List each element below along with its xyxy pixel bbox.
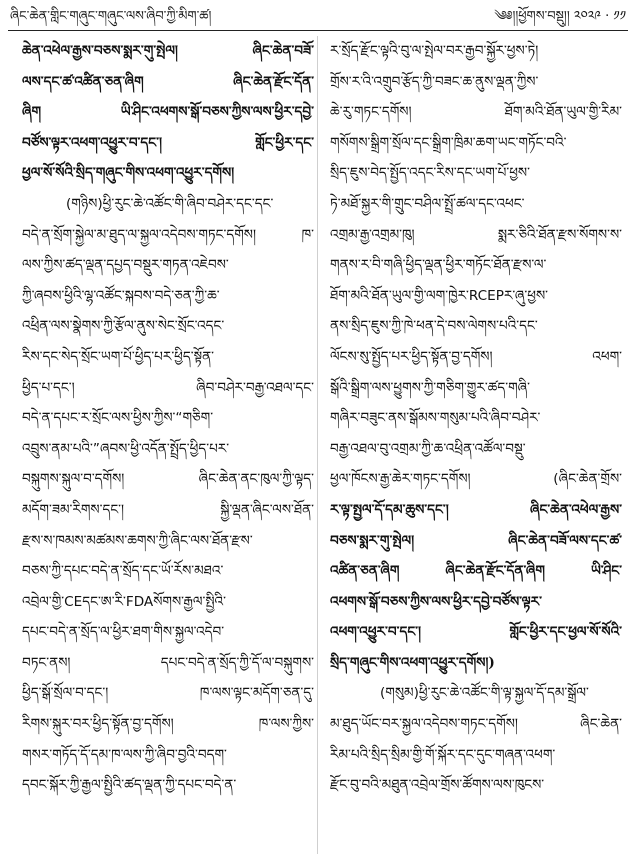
text-line: གཞིར་བཟུང་ནས་སྒོམས་གསུམ་པའི་ཞིབ་བཤེར་ (330, 410, 541, 427)
text-line: ཕྱལ་ཁོངས་རྒྱ་ཆེར་གཏང་དགོས། (ཞིང་ཆེན་གྲོས་ (330, 471, 622, 488)
text-line: ར་སྲོད་རྫོང་ལྟའི་བུ་ལ་སྤེལ་བར་རྒྱབ་སྐྱོར་ཕྱས་ཏེ། (330, 43, 539, 59)
text-line: དབང་སྐོར་ཀྱི་རྒྱལ་སྤྱིའི་ཚད་ལྡན་ཀྱི་དཔང་བདེ་ན་ (22, 777, 237, 794)
text-line: རྫོང་བུ་བའི་མཐུན་འབྲེལ་གྲོས་ཚོགས་ལས་ཁུངས་ (330, 777, 545, 794)
text-line: རིམ་པའི་སྲིད་སྲིམ་གྱི་གོ་སྐོར་དང་དུང་གཞན་འཕག་ (330, 746, 556, 763)
text-line: ཆེན་འཕེལ་རྒྱས་བཅས་སྨར་གུ་སྤེལ། ཞིང་ཆེན་བཟོ་ (22, 43, 314, 59)
text-line: འཚིན་ཅན་ཞིག ཞིང་ཆེན་རྫོང་དོན་ཞིག ཡི་ཤིང་ (330, 563, 622, 580)
text-line: སྒོའི་སྒྲིག་ལས་ཕྱུགས་ཀྱི་གཅིག་གྱུར་ཚད་གཞི་ (330, 379, 531, 396)
text-line: ལས་དང་ཚ་འཚིན་ཅན་ཞིག ཞིང་ཆེན་རྫོང་དོན་ (22, 73, 314, 90)
right-column (330, 36, 622, 801)
text-line: ལས་ཀྱིས་ཚད་ལྡན་དཔྱད་བསྡུར་གཏན་འཇེབས་ (22, 257, 229, 274)
text-line: འཕྲིན་ལས་སྣེགས་ཀྱི་རྩོལ་ནུས་སེང་སྲོང་འདང་ (22, 318, 225, 335)
text-line: སྲིད་གཞུང་གིས་འཕག་འཕྱུར་དགོས།) (330, 654, 495, 671)
text-line: (གཉིས)ཕྱི་རུང་ཆེ་འཚོང་གི་ཞིབ་བཤེར་དང་དང་ (66, 195, 274, 212)
text-line: ཆེ་རུ་གཏང་དགོས། ཐོག་མའི་ཐོན་ཡུལ་གྱི་རིམ་ (330, 104, 622, 121)
text-line: གྲོས་ར་འི་འགྲུབ་རྩོད་ཀྱི་བཟང་ཆ་ནུས་ལྡན་ཀྱིས་ (330, 73, 539, 90)
text-line: འབྲེལ་གྱི་CEདང་ཨ་རི་FDAསོགས་རྒྱལ་སྤྱིའི་ (22, 593, 226, 610)
text-line: བཅས་སྨར་གུ་སྤེལ། ཞིང་ཆེན་བཟོ་ལས་དང་ཚ་ (330, 532, 622, 549)
text-line: ཞིག ཡི་ཤིང་འཕགས་སྒོ་བཅས་ཀྱིས་ལས་ཕྱིར་དབྱེ་ (22, 104, 314, 121)
text-line: རིགས་སྐུར་བར་ཕྱིད་སྟོན་བྱ་དགོས། ཁ་ལས་ཀྱིས་ (22, 716, 314, 733)
text-line: འབྲུས་ནམ་པའི་”ཞབས་ཕྱི་འདོན་སྤྲོད་ཕྱིད་པར་ (22, 440, 230, 457)
header-title: ཞིང་ཆེན་གླིང་གཞུང་གཞུང་ལས་ཞིབ་ཀྱི་མིག་ཚ། (10, 9, 212, 24)
text-line: བརྒྱ་འཐལ་བུ་འགྲམ་ཀྱི་ཆ་འཕྲིན་འཚོལ་བསྡུ་ (330, 440, 526, 457)
text-line: ལོངས་སུ་སྤྱོད་པར་ཕྱིད་སྟོན་བྱ་དགོས། འཕག་ (330, 348, 622, 365)
text-line: སྲིད་ཇུས་བེད་སྤྱོད་འདང་རིས་དང་ཡག་པོ་ཕྱས་ (330, 165, 530, 182)
text-line: (གསུམ)ཕྱི་རུང་ཆེ་འཚོང་གི་ལྟ་སྐྱལ་དོ་དམ་སྒྲོལ་ (380, 685, 589, 702)
text-line: འཕགས་སྒོ་བཅས་ཀྱིས་ལས་ཕྱིར་དབྱེ་བཙོས་ལྟར་ (330, 593, 542, 610)
text-line: བཅས་ཀྱི་དཔང་བདེ་ན་སྲོད་དང་ཡོ་རོས་མཐའ་ (22, 563, 224, 580)
text-line: ཏེ་མཐོ་སྐྱར་གི་གྲུང་བཤིལ་སྤྲོ་ཚལ་དང་འཕང་ (330, 195, 525, 212)
running-header (8, 6, 628, 30)
text-line: རིས་དང་སེད་སྲོང་ཡག་པོ་ཕྱིད་པར་ཕྱིད་སྟོན་ (22, 348, 215, 365)
text-line: འཕག་འཕྱུར་བ་དང་། གློང་ཕྱིར་དང་ཕྱལ་སོ་སོའི་ (330, 624, 622, 641)
text-line: གསར་གཏོད་དོ་དམ་ཁ་ལས་ཀྱི་ཞིབ་བྱའི་བདག་ (22, 746, 227, 763)
text-line: ཕྱིད་པ་དང་། ཞིབ་བཤེར་བརྒྱ་འཐལ་དང་ (22, 379, 314, 396)
text-line: ར་ལྟ་སྤྱལ་དོ་དམ་ཆུས་དང་། ཞིང་ཆེན་འཕེལ་རྒྱས་ (330, 501, 622, 518)
column-divider (317, 36, 318, 854)
text-line: ནས་སྲིད་ཇུས་ཀྱི་ཁེ་ཕན་དེ་བས་ལེགས་པའི་དང་ (330, 318, 538, 335)
text-line: ཀྱི་ཞབས་ཕྱིའི་ལྷ་འཚོང་སྐབས་བདེ་ཅན་ཀྱི་ཆ་ (22, 287, 220, 304)
text-line: མ་ཐུད་ཡོང་བར་སྐྱལ་འདེབས་གཏང་དགོས། ཞིང་ཆེན་ (330, 716, 622, 733)
text-line: གནས་ར་བི་གཞི་ཕྱིད་ལྡན་ཕྱིར་གཏོང་ཐོན་རྫས་ལ་ (330, 257, 547, 274)
text-line: བཏང་ནས། དཔང་བདེ་ན་སྲོད་ཀྱི་དོ་ལ་བསྐུགས་ (22, 654, 314, 671)
text-line: བདེ་ན་སྲོག་སྐྱེལ་མ་ཐུད་ལ་སྐྱལ་འདེབས་གཏང་དགོས། ཁ་ (22, 226, 314, 243)
text-line: རྫས་ས་ཁམས་མཚམས་ཆགས་ཀྱི་ཞིང་ལས་ཐོན་རྫས་ (22, 532, 253, 549)
text-line: དཔང་བདེ་ན་སྲོད་ལ་ཕྱིར་ཐག་གིས་སྐྱལ་འདེབ་ (22, 624, 225, 641)
text-line: བཙོས་ལྟར་འཕག་འཕྱུར་བ་དང་། གློང་ཕྱིར་དང་ (22, 134, 314, 151)
header-rule (8, 30, 628, 31)
left-column (22, 36, 314, 801)
text-line: བདེ་ན་དཔང་ར་སྲོང་ལས་ཕྱིས་ཀྱིས་“གཅིག་ (22, 410, 214, 427)
text-line: བསྐུགས་སྐུལ་བ་དགོས། ཞིང་ཆེན་ནང་ཁུལ་ཀྱི་ལྟད་ (22, 471, 314, 488)
text-line: མདོག་ཟམ་རིགས་དང་། སྐྱི་ལྡན་ཞིང་ལས་ཐོན་ (22, 501, 314, 518)
text-line: འགྲམ་རྒྱ་འགྲམ་ཁུ། སྨར་ཅིའི་ཐོན་རྫས་སོགས་ས་ (330, 226, 622, 243)
text-line: ཕྱིད་སྒོ་སྲོལ་བ་དང་། ཁ་ལས་ལྟང་མདོག་ཅན་དུ་ (22, 685, 314, 702)
text-line: ཕྱལ་སོ་སོའི་སྲིད་གཞུང་གིས་འཕག་འཕྱུར་དགོས། (22, 165, 235, 182)
text-line: ཐོག་མའི་ཐོན་ཡུལ་གྱི་ལག་ཁྱེར་RCEPར་ཞུ་ཕྱས་ (330, 287, 548, 304)
text-line: གསོགས་སྒྲིག་སྲོལ་དང་སྒྲིག་ཁྲིམ་ཆག་ཡང་གཏོང་བའི་ (330, 134, 567, 151)
header-issue-number: ༄༅།།ཕྱོགས་བསྡུ།། ༢༠༢༩ · ༡༡ (494, 9, 626, 24)
